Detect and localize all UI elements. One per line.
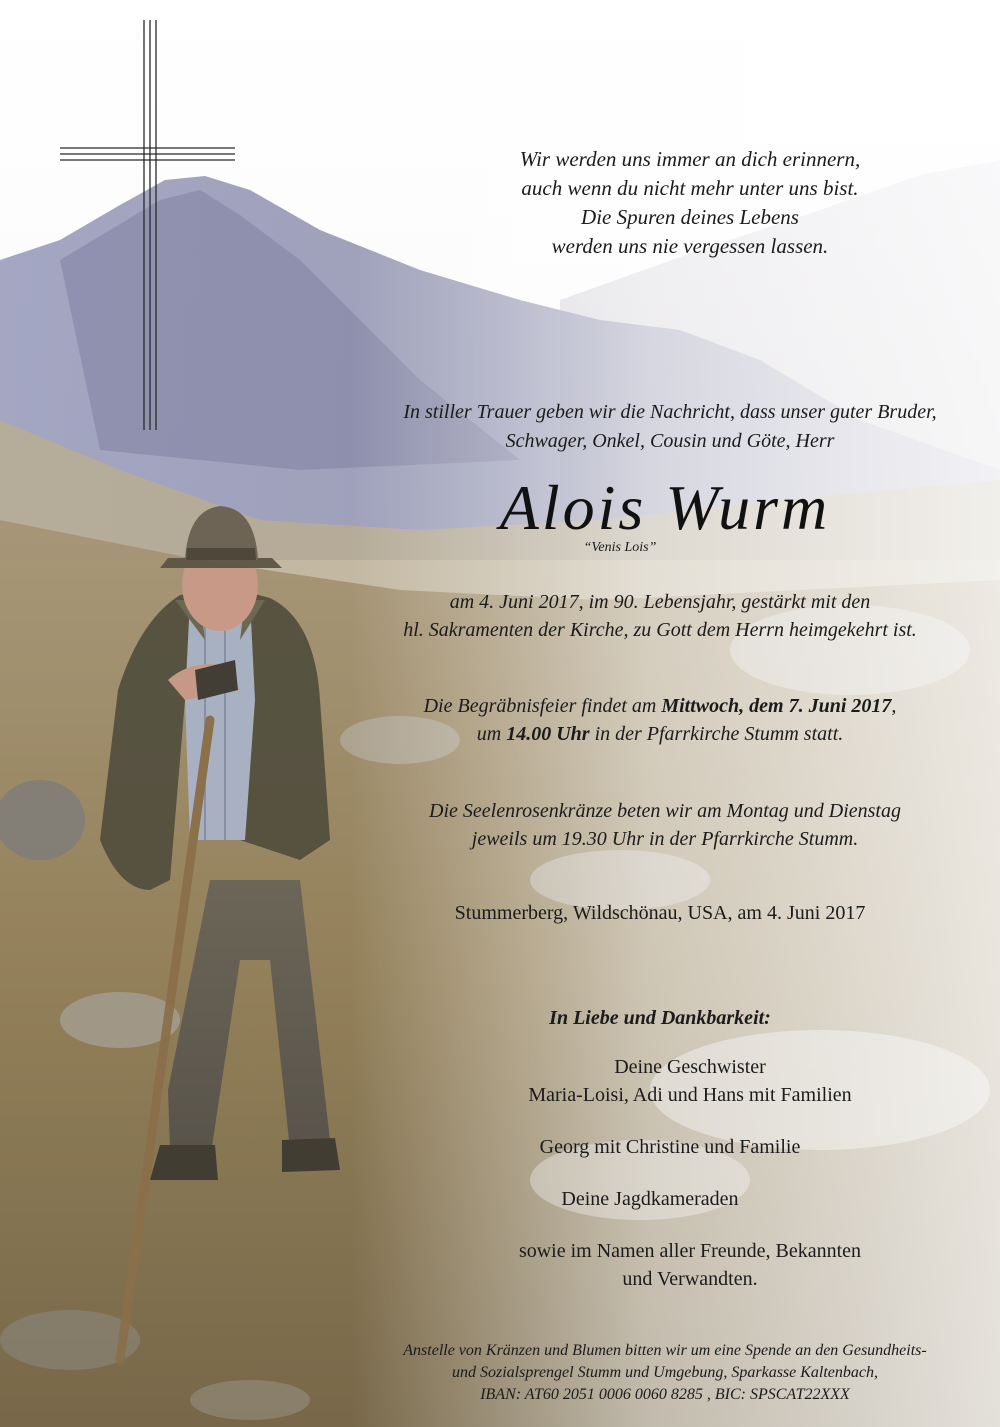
deceased-name: Alois Wurm bbox=[499, 472, 831, 543]
funeral-text: Die Begräbnisfeier findet am bbox=[423, 695, 662, 717]
rosary-line: Die Seelenrosenkränze beten wir am Montag und Dienstag bbox=[429, 800, 901, 822]
death-line: hl. Sakramenten der Kirche, zu Gott dem Herrn heimgekehrt ist. bbox=[403, 619, 917, 641]
mourner-line: Maria-Loisi, Adi und Hans mit Familien bbox=[528, 1084, 852, 1106]
funeral-time: 14.00 Uhr bbox=[506, 723, 590, 745]
cross-icon bbox=[60, 20, 235, 430]
poem-line: Die Spuren deines Lebens bbox=[581, 205, 799, 229]
poem-line: Wir werden uns immer an dich erinnern, bbox=[519, 147, 861, 171]
donation-note bbox=[345, 1340, 985, 1406]
donation-line: IBAN: AT60 2051 0006 0060 8285 , BIC: SPSCAT22XXX bbox=[480, 1386, 850, 1403]
funeral-line bbox=[360, 720, 960, 748]
mourners-siblings bbox=[440, 1053, 940, 1109]
mourner-line: sowie im Namen aller Freunde, Bekannten bbox=[518, 1240, 862, 1262]
intro-line: Schwager, Onkel, Cousin und Göte, Herr bbox=[505, 430, 835, 452]
death-notice bbox=[345, 588, 975, 644]
mourners-hunting-friends: Deine Jagdkameraden bbox=[561, 1188, 739, 1210]
mourners-georg: Georg mit Christine und Familie bbox=[539, 1136, 801, 1158]
deceased-nickname: “Venis Lois” bbox=[583, 540, 657, 555]
funeral-text: in der Pfarrkirche Stumm statt. bbox=[589, 723, 844, 745]
place-and-date: Stummerberg, Wildschönau, USA, am 4. Juni 2017 bbox=[454, 902, 866, 924]
rosary-details bbox=[375, 797, 955, 853]
poem-line: werden uns nie vergessen lassen. bbox=[551, 234, 829, 258]
donation-line: und Sozialsprengel Stumm und Umgebung, Sparkasse Kaltenbach, bbox=[451, 1364, 879, 1381]
funeral-text: , bbox=[891, 695, 897, 717]
mourner-line: und Verwandten. bbox=[622, 1268, 758, 1290]
mourners-friends bbox=[420, 1237, 960, 1293]
memorial-poem bbox=[420, 145, 960, 261]
donation-line: Anstelle von Kränzen und Blumen bitten wir um eine Spende an den Gesundheits- bbox=[403, 1342, 927, 1359]
funeral-date: Mittwoch, dem 7. Juni 2017 bbox=[661, 695, 892, 717]
mourner-line: Deine Geschwister bbox=[614, 1056, 766, 1078]
mourners-heading: In Liebe und Dankbarkeit: bbox=[549, 1007, 771, 1029]
poem-line: auch wenn du nicht mehr unter uns bist. bbox=[521, 176, 859, 200]
announcement-intro bbox=[350, 398, 990, 456]
funeral-details bbox=[360, 692, 960, 748]
intro-line: In stiller Trauer geben wir die Nachricht, dass unser guter Bruder, bbox=[403, 401, 937, 423]
death-line: am 4. Juni 2017, im 90. Lebensjahr, gestärkt mit den bbox=[449, 591, 871, 613]
funeral-text: um bbox=[476, 723, 507, 745]
rosary-line: jeweils um 19.30 Uhr in der Pfarrkirche Stumm. bbox=[471, 828, 859, 850]
funeral-line bbox=[360, 692, 960, 720]
